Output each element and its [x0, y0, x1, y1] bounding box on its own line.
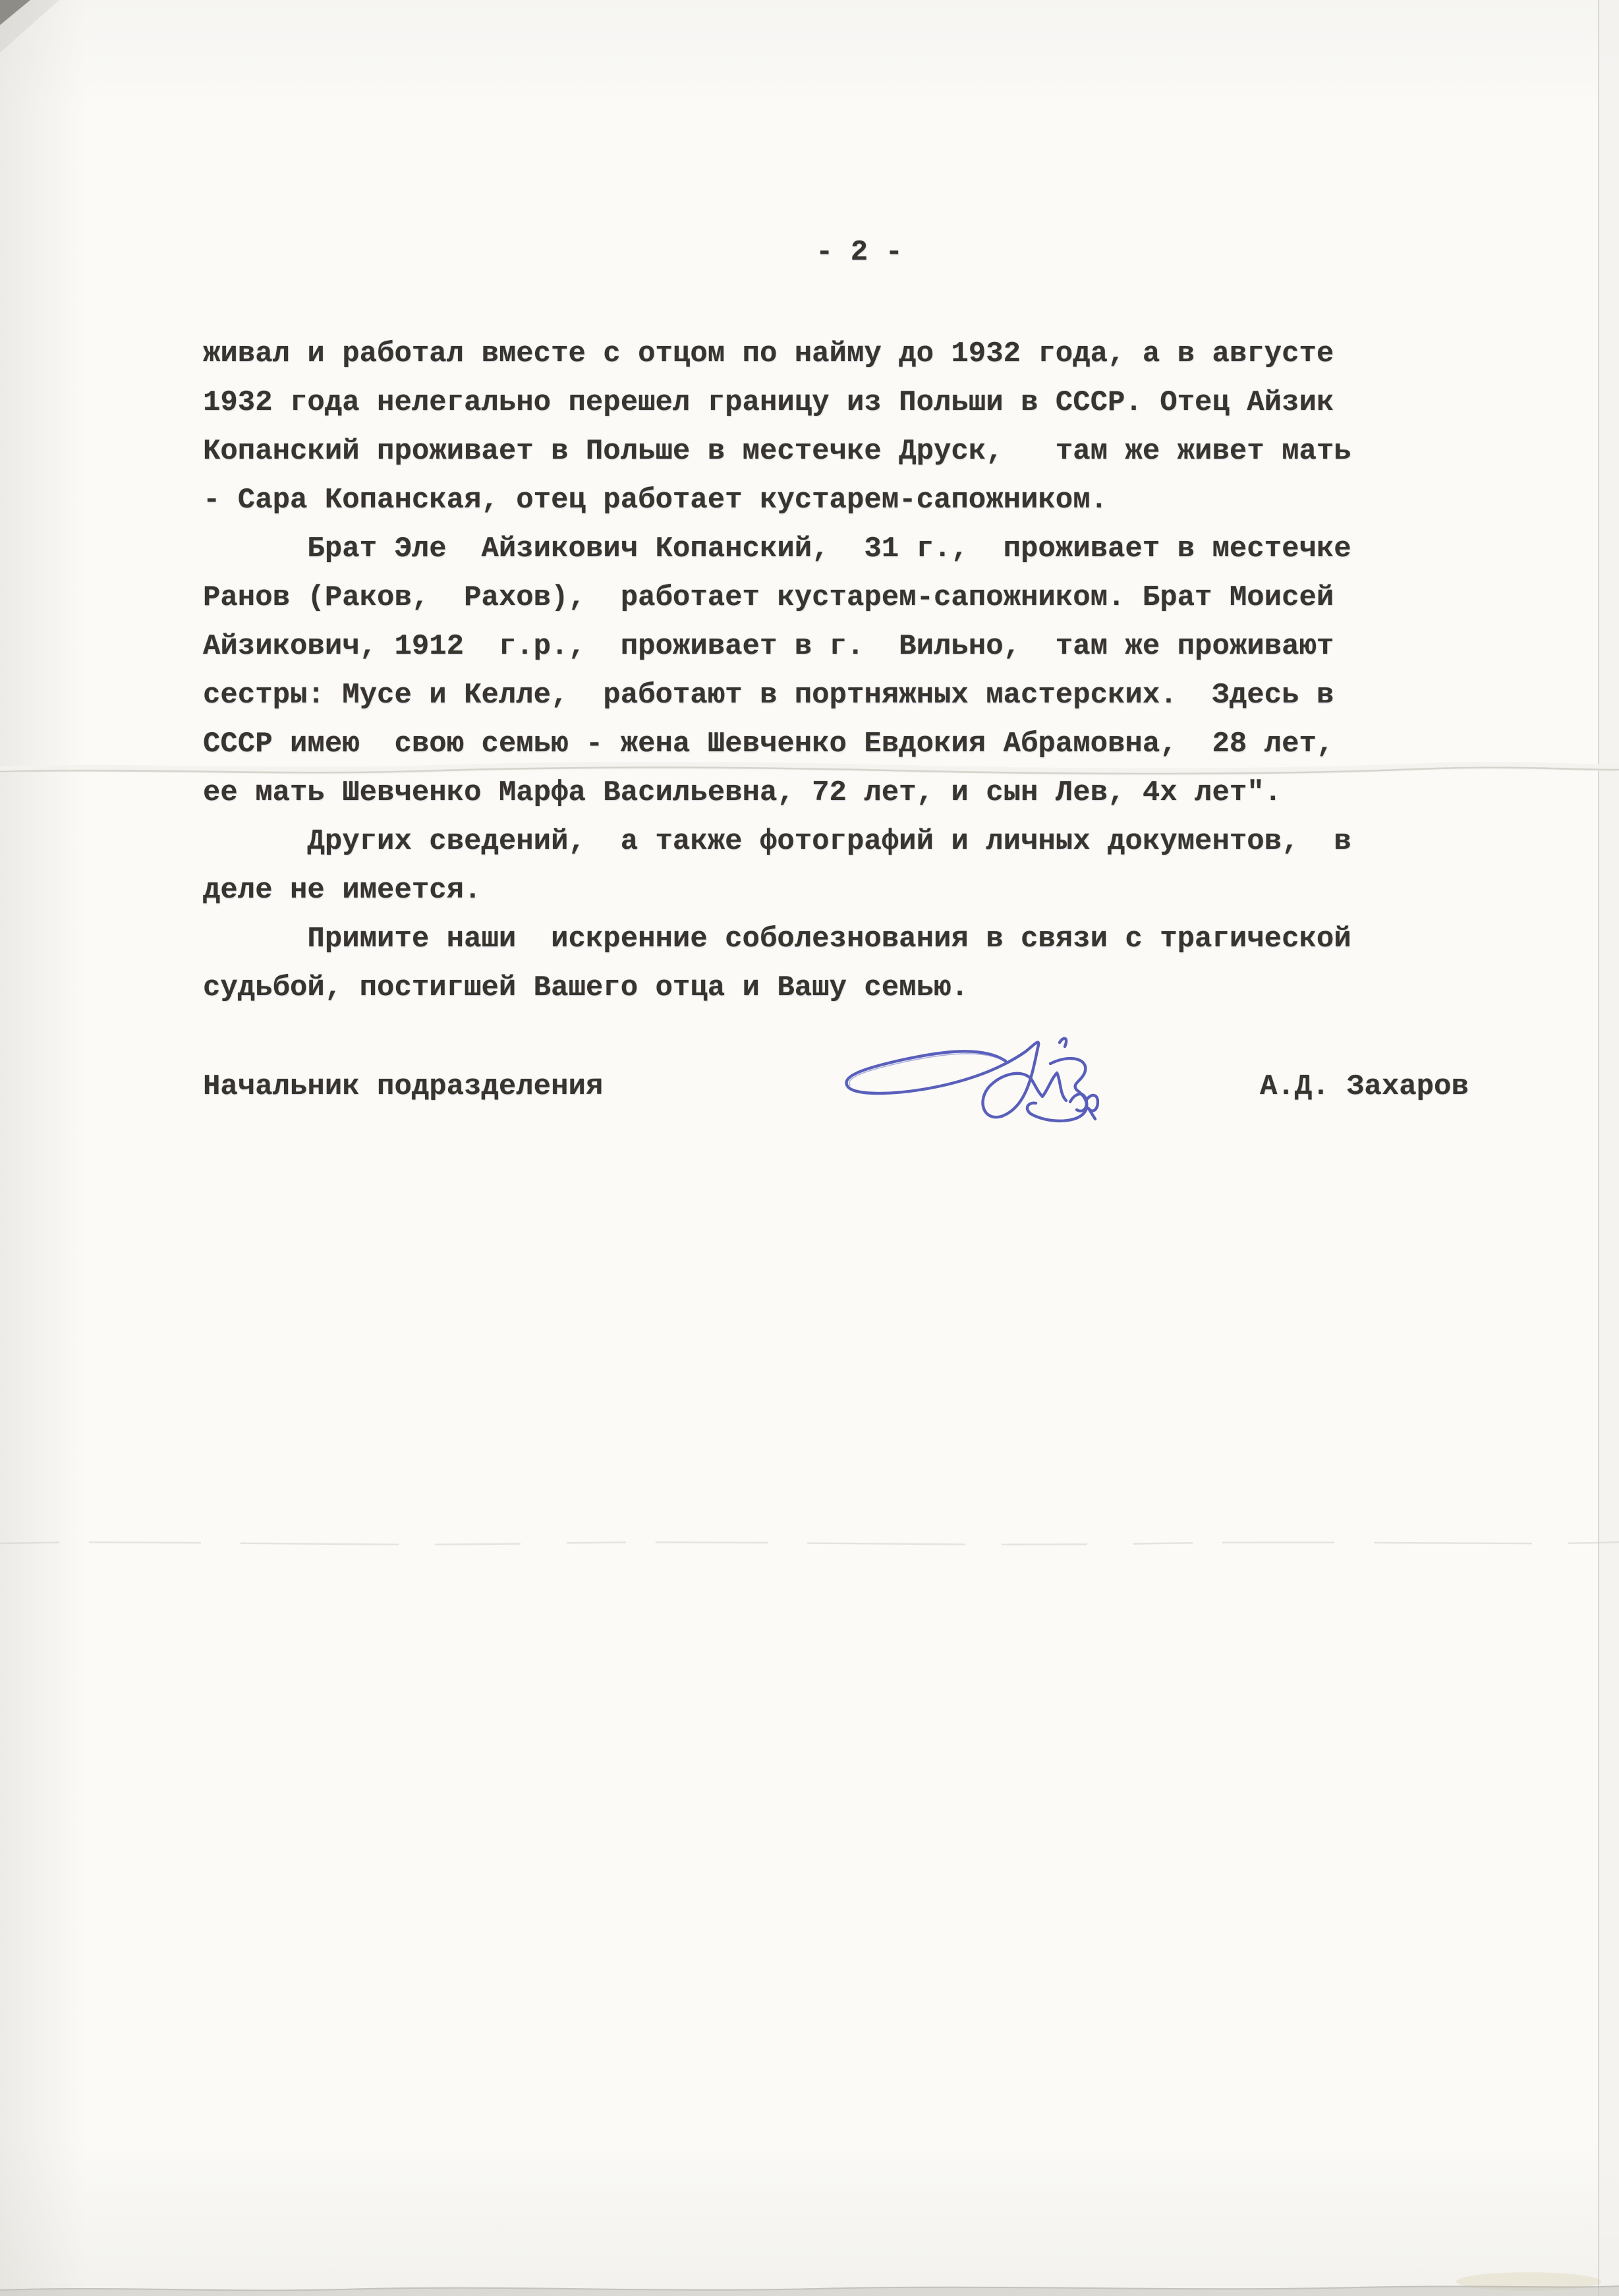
signoff-name: А.Д. Захаров	[1260, 1070, 1469, 1103]
scan-left-shading	[0, 0, 86, 2296]
typewritten-line: 1932 года нелегально перешел границу из Польши в СССР. Отец Айзик	[203, 386, 1334, 419]
paper-right-edge	[1598, 0, 1619, 2296]
scan-bottom-edge	[0, 2270, 1619, 2296]
typewritten-line: Копанский проживает в Польше в местечке Друск, там же живет мать	[203, 435, 1351, 468]
typewritten-line: деле не имеется.	[203, 874, 482, 907]
page-number: - 2 -	[816, 236, 903, 269]
typewritten-line: Айзикович, 1912 г.р., проживает в г. Вильно, там же проживают	[203, 630, 1334, 663]
typewritten-line: сестры: Мусе и Келле, работают в портняжных мастерских. Здесь в	[203, 679, 1334, 712]
fold-crease-bottom	[0, 1526, 1619, 1559]
typewritten-line: Брат Эле Айзикович Копанский, 31 г., проживает в местечке	[203, 532, 1351, 565]
corner-mark	[0, 0, 79, 66]
signature-scribble	[829, 1023, 1099, 1135]
signoff-title: Начальник подразделения	[203, 1070, 604, 1103]
typewritten-line: живал и работал вместе с отцом по найму до 1932 года, а в августе	[203, 337, 1334, 370]
typewritten-line: Примите наши искренние соболезнования в связи с трагической	[203, 923, 1351, 956]
typewritten-line: Других сведений, а также фотографий и личных документов, в	[203, 825, 1351, 858]
typewritten-line: ее мать Шевченко Марфа Васильевна, 72 лет, и сын Лев, 4х лет".	[203, 776, 1282, 809]
typewritten-line: СССР имею свою семью - жена Шевченко Евдокия Абрамовна, 28 лет,	[203, 728, 1334, 761]
letter-body	[203, 330, 1351, 1012]
typewritten-line: Ранов (Раков, Рахов), работает кустарем-сапожником. Брат Моисей	[203, 581, 1334, 614]
typewritten-line: - Сара Копанская, отец работает кустарем-сапожником.	[203, 484, 1108, 517]
typewritten-line: судьбой, постигшей Вашего отца и Вашу семью.	[203, 971, 969, 1004]
